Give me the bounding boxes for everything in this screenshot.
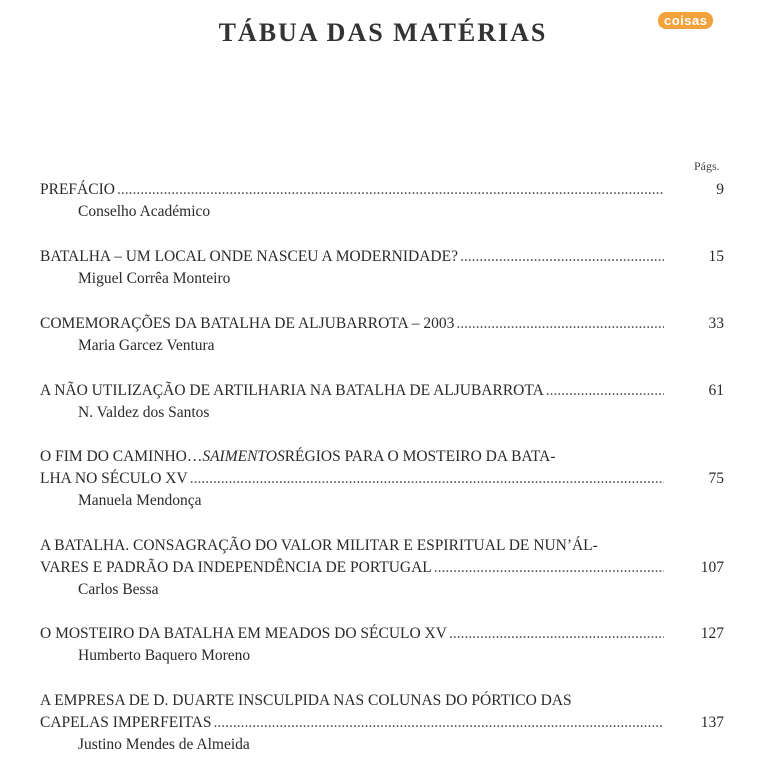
toc-entry-title: PREFÁCIO [40, 181, 115, 198]
toc-entry-line [40, 179, 724, 201]
page-number: 127 [700, 625, 724, 642]
toc-entry-author: Miguel Corrêa Monteiro [78, 270, 231, 287]
toc-entry-title: BATALHA – UM LOCAL ONDE NASCEU A MODERNIDADE? [40, 248, 458, 265]
toc-entry-title-italic: SAIMENTOS [202, 448, 285, 465]
toc-entry-line [40, 557, 724, 579]
page-number: 137 [700, 714, 724, 731]
dot-leader [449, 623, 664, 645]
dot-leader [456, 313, 664, 335]
toc-entry-author: Maria Garcez Ventura [78, 337, 215, 354]
toc-entry-author: Conselho Académico [78, 203, 211, 220]
dot-leader [117, 179, 664, 201]
toc-entry-line [40, 712, 724, 734]
toc-entry-title: COMEMORAÇÕES DA BATALHA DE ALJUBARROTA – 2003 [40, 315, 455, 332]
toc-entry-line [40, 313, 724, 335]
toc-entry-author: Manuela Mendonça [78, 492, 202, 509]
toc-entry-title: O MOSTEIRO DA BATALHA EM MEADOS DO SÉCULO XV [40, 625, 447, 642]
toc-entry-title: LHA NO SÉCULO XV [40, 470, 188, 487]
dot-leader [460, 246, 664, 268]
watermark-badge: coisas [658, 12, 713, 29]
toc-entry-line [40, 446, 658, 468]
page-number: 9 [716, 181, 724, 198]
dot-leader [434, 557, 664, 579]
toc-entry-line [40, 246, 724, 268]
toc-entry-line [40, 690, 658, 712]
toc-entry-author: Humberto Baquero Moreno [78, 647, 251, 664]
toc-entry-consagracao[interactable] [40, 535, 724, 601]
page-number: 33 [708, 315, 724, 332]
toc-entry-line [40, 623, 724, 645]
toc-entry-author: Justino Mendes de Almeida [78, 736, 250, 753]
toc-entry-mosteiro[interactable] [40, 623, 724, 667]
dot-leader [213, 712, 664, 734]
toc-entry-title-part: O FIM DO CAMINHO… [40, 448, 203, 465]
toc-entry-empresa-d-duarte[interactable] [40, 690, 724, 756]
toc-entry-title: A EMPRESA DE D. DUARTE INSCULPIDA NAS COLUNAS DO PÓRTICO DAS [40, 692, 572, 709]
toc-entry-artilharia[interactable] [40, 380, 724, 424]
toc-entry-title-part: RÉGIOS PARA O MOSTEIRO DA BATA- [284, 448, 556, 465]
page-title: TÁBUA DAS MATÉRIAS [218, 18, 548, 47]
page-number: 15 [708, 248, 724, 265]
dot-leader [546, 380, 664, 402]
page-number: 107 [700, 559, 724, 576]
toc-entry-line [40, 380, 724, 402]
toc-entry-author: Carlos Bessa [78, 581, 159, 598]
toc-entry-title: VARES E PADRÃO DA INDEPENDÊNCIA DE PORTUGAL [40, 559, 432, 576]
page-number: 75 [708, 470, 724, 487]
toc-entry-line [40, 535, 658, 557]
toc-entry-title: A NÃO UTILIZAÇÃO DE ARTILHARIA NA BATALHA DE ALJUBARROTA [40, 382, 544, 399]
toc-entry-batalha-modernidade[interactable] [40, 246, 724, 290]
toc-entry-title: CAPELAS IMPERFEITAS [40, 714, 212, 731]
toc-entry-title: A BATALHA. CONSAGRAÇÃO DO VALOR MILITAR E ESPIRITUAL DE NUN’ÁL- [40, 537, 598, 554]
toc-entry-prefacio[interactable] [40, 179, 724, 223]
dot-leader [190, 468, 664, 490]
toc-entry-comemoracoes[interactable] [40, 313, 724, 357]
pages-column-label: Págs. [694, 159, 720, 173]
page-number: 61 [708, 382, 724, 399]
toc-entry-fim-do-caminho[interactable] [40, 446, 724, 512]
toc-entry-author: N. Valdez dos Santos [78, 404, 210, 421]
toc-entry-line [40, 468, 724, 490]
